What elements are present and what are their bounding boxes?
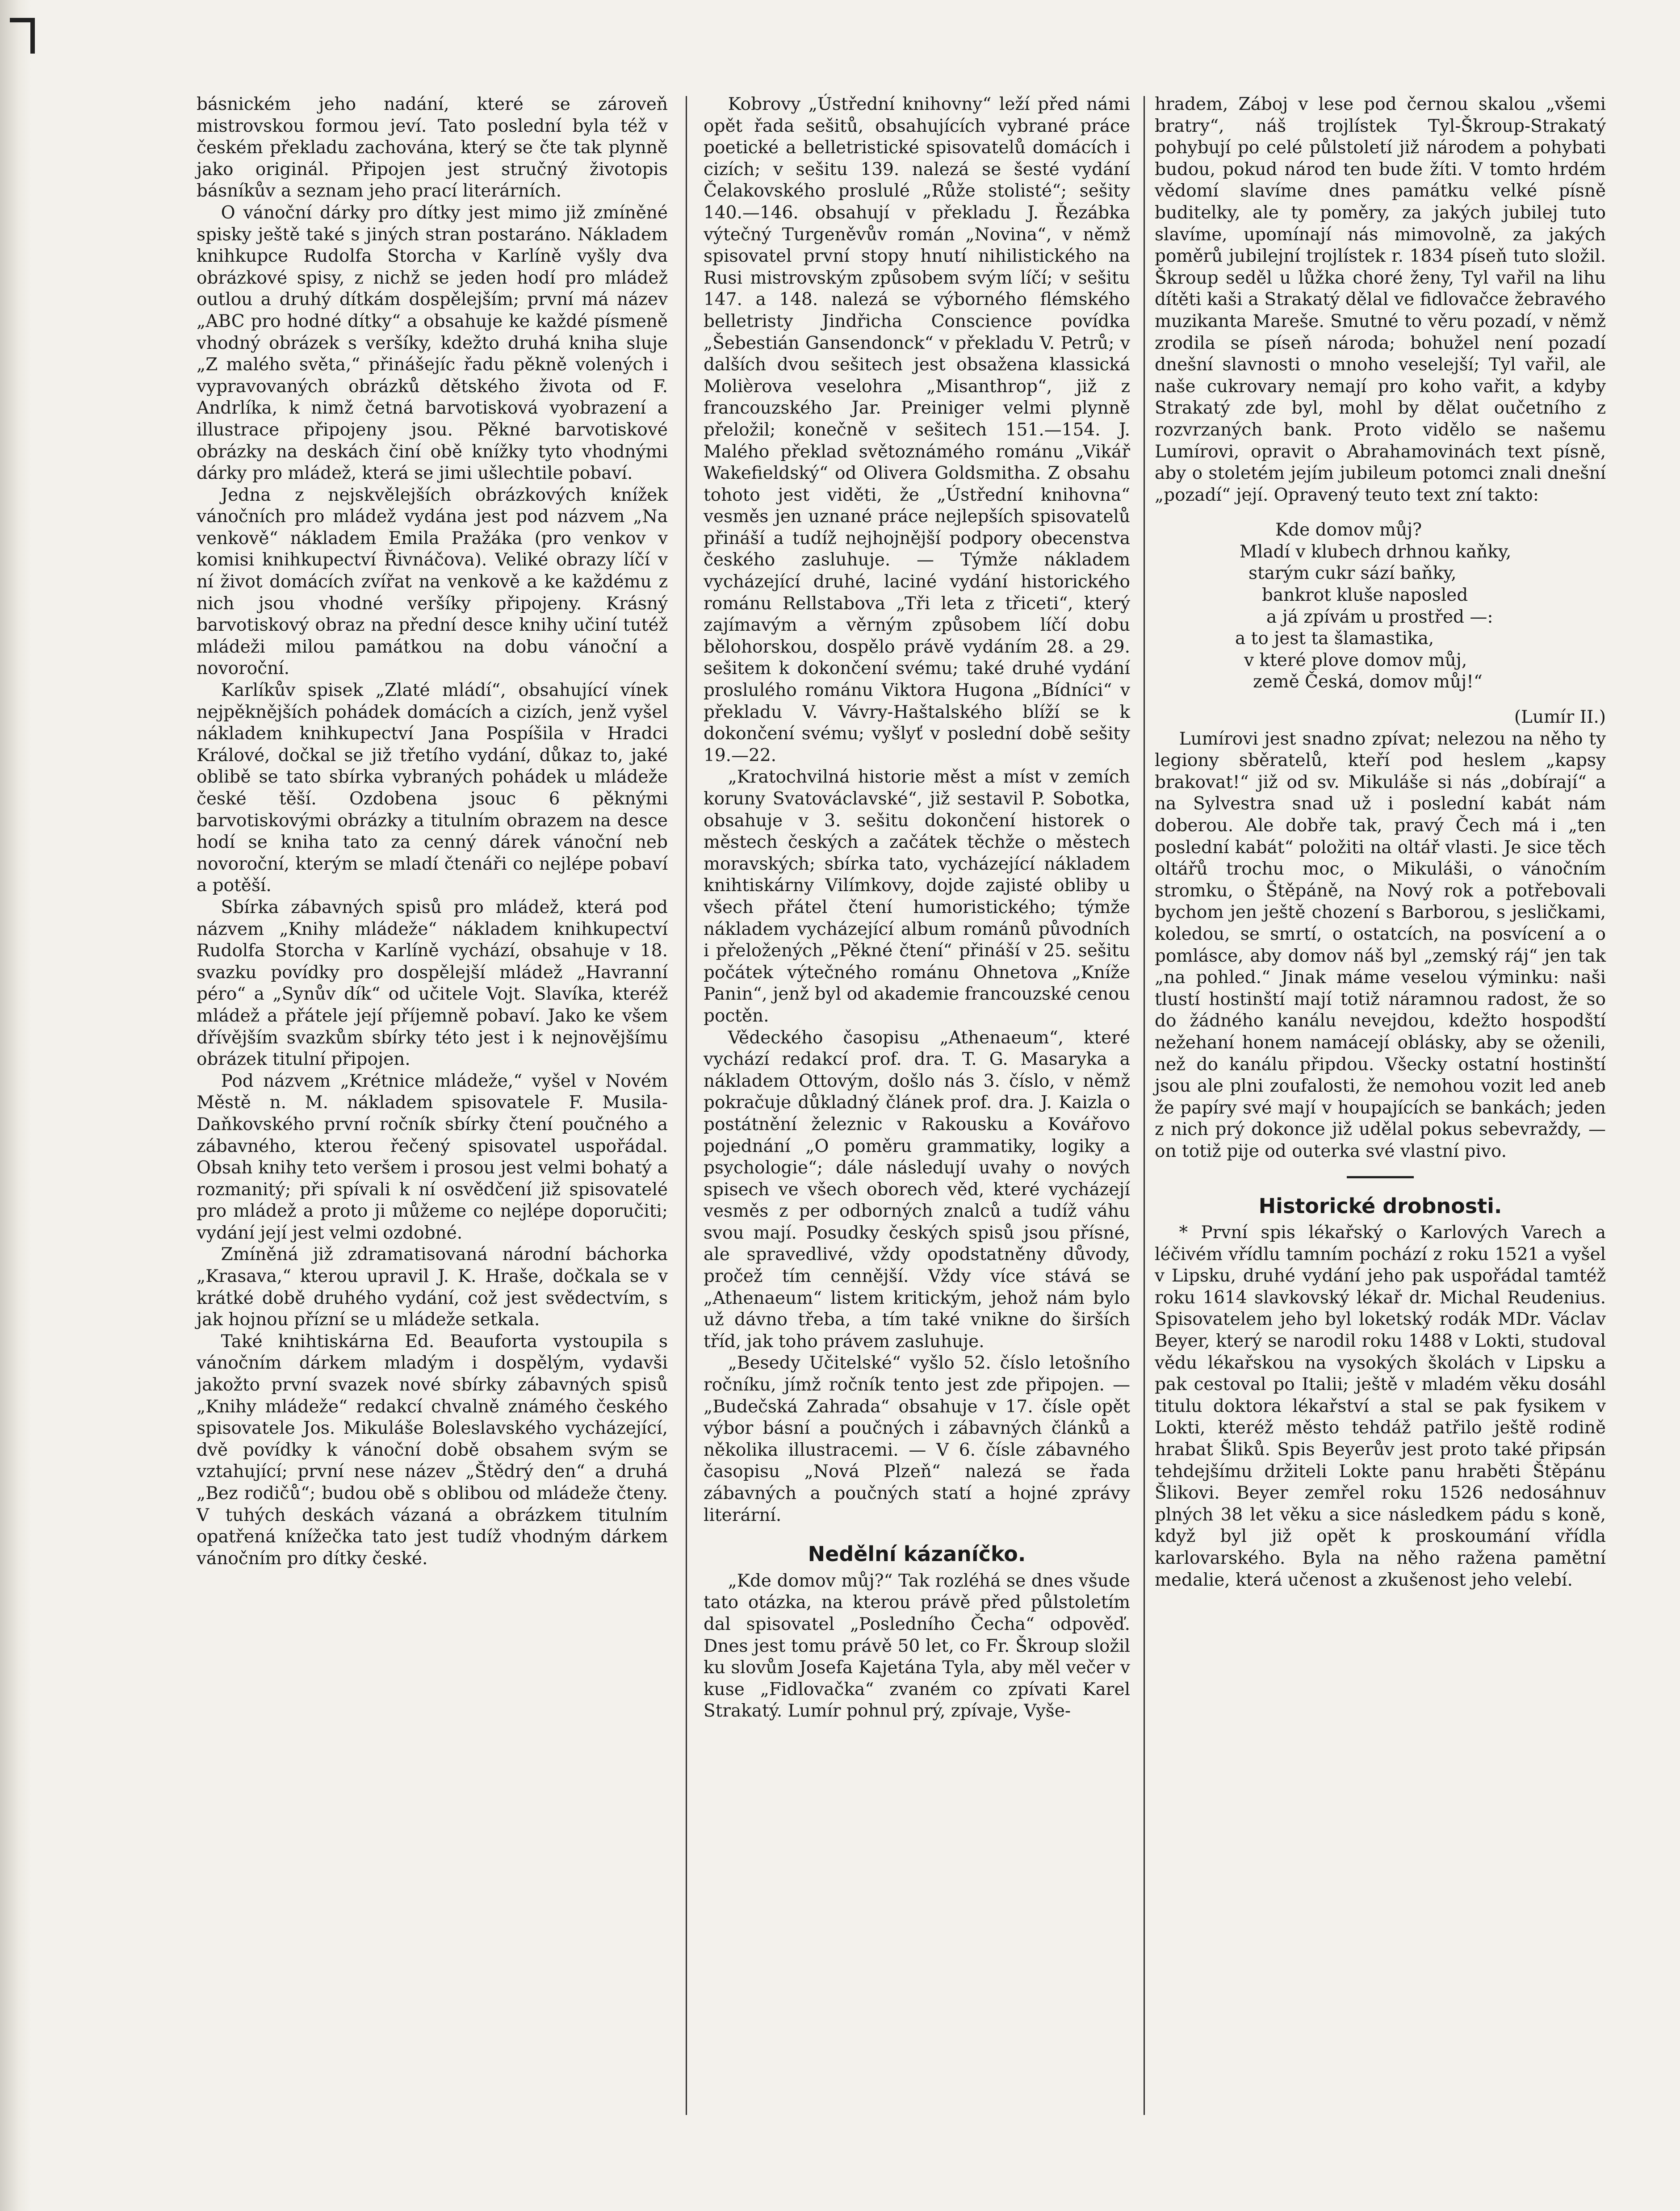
verse-line: starým cukr sází baňky, bbox=[1248, 563, 1457, 584]
paragraph: „Kde domov můj?“ Tak rozléhá se dnes všude tato otázka, na kterou právě před půlstoletím dal spisovatel „Posledního Čecha“ odpověď. Dnes jest tomu právě 50 let, co Fr. Škroup složil ku slovům Josefa Kajetána Tyla, aby měl večer v kuse „Fidlovačka“ zvaném co zpívati Karel Strakatý. Lumír pohnul prý, zpívaje, Vyše- bbox=[704, 1570, 1130, 1721]
paragraph: Také knihtiskárna Ed. Beauforta vystoupila s vánočním dárkem mladým i dospělým, vydavši jakožto první svazek nové sbírky zábavných spisů „Knihy mládeže“ redakcí chvalně známého českého spisovatele Jos. Mikuláše Boleslavského vycházející, dvě povídky k vánoční době obsahem svým se vztahující; první nese název „Štědrý den“ a druhá „Bez rodičů“; budou obě s oblibou od mládeže čteny. V tuhých deskách vázaná a obrázkem titulním opatřená knížečka tato jest tudíž vhodným dárkem vánočním pro dítky české. bbox=[197, 1331, 668, 1569]
corner-mark bbox=[10, 18, 35, 54]
verse-line: země Česká, domov můj!“ bbox=[1253, 672, 1483, 692]
paragraph: Vědeckého časopisu „Athenaeum“, které vychází redakcí prof. dra. T. G. Masaryka a nákladem Ottovým, došlo nás 3. číslo, v němž pokračuje důkladný článek prof. dra. J. Kaizla o postátnění železnic v Rakousku a Kovářovo pojednání „O poměru grammatiky, logiky a psychologie“; dále následují uvahy o nových spisech ve všech oborech věd, které vycházejí vesměs z per odborných znalců a tudíž váhu svou mají. Posudky českých spisů jsou přísné, ale spravedlivé, vždy opodstatněny důvody, pročež tím cennější. Vždy více stává se „Athenaeum“ listem kritickým, jehož nám bylo už dávno třeba, a tím také vnikne do širších tříd, jak toho právem zasluhuje. bbox=[704, 1027, 1130, 1352]
verse-line: Kde domov můj? bbox=[1275, 520, 1422, 540]
paragraph: „Kratochvilná historie měst a míst v zemích koruny Svatováclavské“, již sestavil P. Sobotka, obsahuje v 3. sešitu dokončení historek o městech českých a začátek těchže o městech moravských; sbírka tato, vycházející nákladem knihtiskárny Vilímkovy, dojde zajisté obliby u všech přátel čtení humoristického; týmže nákladem vycházející album románů původních i přeložených „Pěkné čtení“ přináší v 25. sešitu počátek výtečného románu Ohnetova „Kníže Panin“, jenž byl od akademie francouzské cenou poctěn. bbox=[704, 767, 1130, 1026]
section-heading: Nedělní kázaníčko. bbox=[808, 1542, 1026, 1566]
column-right bbox=[1155, 94, 1606, 1591]
verse-line: v které plove domov můj, bbox=[1244, 650, 1467, 670]
separator bbox=[1347, 1176, 1414, 1178]
paragraph: básnickém jeho nadání, které se zároveň mistrovskou formou jeví. Tato poslední byla též v českém překladu zachována, který se čte tak plynně jako originál. Připojen jest stručný životopis básníkův a seznam jeho prací literárních. bbox=[197, 94, 668, 201]
signature: (Lumír II.) bbox=[1514, 707, 1606, 728]
paragraph: Zmíněná již zdramatisovaná národní báchorka „Krasava,“ kterou upravil J. K. Hraše, dočkala se v krátké době druhého vydání, což jest svědectvím, s jak hojnou přízní se u mládeže setkala. bbox=[197, 1244, 668, 1330]
verse-line: Mladí v klubech drhnou kaňky, bbox=[1240, 541, 1512, 562]
verse bbox=[1155, 519, 1606, 693]
paragraph: Karlíkův spisek „Zlaté mládí“, obsahující vínek nejpěknějších pohádek domácích a cizích, jenž vyšel nákladem knihkupectví Jana Pospíšila v Hradci Králové, dočkal se již třetího vydání, důkaz to, jaké oblibě se tato sbírka vybraných pohádek u mládeže české těší. Ozdobena jsouc 6 pěknými barvotiskovými obrázky a titulním obrazem na desce hodí se kniha tato za cenný dárek vánoční neb novoroční, kterým se mladí čtenáři co nejlépe pobaví a potěší. bbox=[197, 680, 668, 896]
verse-line: bankrot kluše naposled bbox=[1262, 585, 1468, 606]
paragraph: O vánoční dárky pro dítky jest mimo již zmíněné spisky ještě také s jiných stran postaráno. Nákladem knihkupce Rudolfa Storcha v Karlíně vyšly dva obrázkové spisy, z nichž se jeden hodí pro mládež outlou a druhý dítkám dospělejším; první má název „ABC pro hodné dítky“ a obsahuje ke každé písmeně vhodný obrázek s veršíky, kdežto druhá kniha sluje „Z malého světa,“ přinášejíc řadu pěkně volených i vypravovaných obrázků dětského života od F. Andrlíka, k nimž četná barvotisková vyobrazení a illustrace připojeny jsou. Pěkné barvotiskové obrázky na deskách činí obě knížky tyto vhodnými dárky pro mládež, která se jimi ušlechtile pobaví. bbox=[197, 202, 668, 484]
paragraph: Jedna z nejskvělejších obrázkových knížek vánočních pro mládež vydána jest pod názvem „Na venkově“ nákladem Emila Pražáka (pro venkov v komisi knihkupectví Řivnáčova). Veliké obrazy líčí v ní život domácích zvířat na venkově a ke každému z nich jsou vhodné veršíky připojeny. Krásný barvotiskový obraz na přední desce knihy učiní tutéž mládeži milou památkou na dobu vánoční a novoroční. bbox=[197, 485, 668, 679]
page-binding-edge bbox=[0, 0, 31, 2211]
paragraph: Sbírka zábavných spisů pro mládež, která pod názvem „Knihy mládeže“ nákladem knihkupectví Rudolfa Storcha v Karlíně vychází, obsahuje v 18. svazku povídky pro dospělejší mládež „Havranní péro“ a „Synův dík“ od učitele Vojt. Slavíka, kteréž mládež a přátele její příjemně pobaví. Jako ke všem dřívějším svazkům sbírky této jest i k nejnovějšímu obrázek titulní připojen. bbox=[197, 897, 668, 1070]
paragraph: hradem, Záboj v lese pod černou skalou „všemi bratry“, náš trojlístek Tyl-Škroup-Strakatý pohybují po celé půlstoletí již národem a pohybati budou, pokud národ ten bude žíti. V tomto hrdém vědomí slavíme dnes památku velké písně buditelky, ale ty poměry, za jakých jubilej tuto slavíme, upomínají nás mimovolně, za jakých poměrů jubilejní trojlístek r. 1834 píseň tuto složil. Škroup seděl u lůžka choré ženy, Tyl vařil na lihu dítěti kaši a Strakatý dělal ve fidlovačce žebravého muzikanta Mareše. Smutné to věru pozadí, v němž zrodila se píseň národa; bohužel není pozadí dnešní slavnosti o mnoho veselejší; Tyl vařil, ale naše cukrovary nemají pro koho vařit, a kdyby Strakatý zde byl, mohl by dělat oučetního z rozvrzaných bank. Proto vidělo se našemu Lumírovi, opravit o Abrahamovinách text písně, aby o stoletém jejím jubileum potomci znali dnešní „pozadí“ její. Opravený teuto text zní takto: bbox=[1155, 94, 1606, 505]
paragraph: Lumírovi jest snadno zpívat; nelezou na něho ty legiony sběratelů, kteří pod heslem „kapsy brakovat!“ již od sv. Mikuláše si nás „dobírají“ a na Sylvestra snad už i poslední kabát nám doberou. Ale dobře tak, pravý Čech má i „ten poslední kabát“ položiti na oltář vlasti. Je sice těch oltářů trochu moc, o Mikuláši, o vánočním stromku, o Štěpáně, na Nový rok a potřebovali bychom jen ještě chození s Barborou, s jesličkami, koledou, se smrtí, o ostatcích, na posvícení a o pomlásce, aby domov náš byl „zemský ráj“ jen tak „na pohled.“ Jinak máme veselou výminku: naši tlustí hostinští mají totiž náramnou radost, že so do žádného kanálu nevejdou, kdežto hospodští nežehaní honem namácejí oblásky, aby se oženili, než do kanálu připdou. Všecky ostatní hostinští jsou ale plni zoufalosti, že nemohou vozit led aneb že papíry své mají v houpajících se bankách; jeden z nich prý dokonce již udělal pokus sebevraždy, — on totiž pije od outerka své vlastní pivo. bbox=[1155, 729, 1606, 1161]
paragraph: * První spis lékařský o Karlových Varech a léčivém vřídlu tamním pochází z roku 1521 a vyšel v Lipsku, druhé vydání jeho pak uspořádal tamtéž roku 1614 slavkovský lékař dr. Michal Reudenius. Spisovatelem jeho byl loketský rodák MDr. Václav Beyer, který se narodil roku 1488 v Lokti, studoval vědu lékařskou na vysokých školách v Lipsku a pak cestoval po Italii; ještě v mladém věku dosáhl titulu doktora lékařství a stal se pak fysikem v Lokti, kteréž město tehdáž patřilo ještě rodině hrabat Šliků. Spis Beyerův jest proto také připsán tehdejšímu držiteli Lokte panu hraběti Štěpánu Šlikovi. Beyer zemřel roku 1526 nedosáhnuv plných 38 let věku a sice následkem pádu s koně, když byl již opět k proskoumání vřídla karlovarského. Byla na něho ražena pamětní medalie, která učenost a zkušenost jeho velebí. bbox=[1155, 1223, 1606, 1590]
paragraph: „Besedy Učitelské“ vyšlo 52. číslo letošního ročníku, jímž ročník tento jest zde připojen. — „Budečská Zahrada“ obsahuje v 17. čísle opět výbor básní a poučných i zábavných článků a několika illustracemi. — V 6. čísle zábavného časopisu „Nová Plzeň“ nalezá se řada zábavných a poučných statí a hojné zprávy literární. bbox=[704, 1353, 1130, 1525]
paragraph: Pod názvem „Krétnice mládeže,“ vyšel v Novém Městě n. M. nákladem spisovatele F. Musila-Daňkovského první ročník sbírky čtení poučného a zábavného, kterou řečený spisovatel uspořádal. Obsah knihy teto veršem i prosou jest velmi bohatý a rozmanitý; při spívali k ní osvědčení již spisovatelé pro mládež a proto ji můžeme co nejlépe doporučiti; vydání její jest velmi ozdobné. bbox=[197, 1071, 668, 1243]
section-heading: Historické drobnosti. bbox=[1258, 1193, 1502, 1218]
column-rule bbox=[686, 96, 687, 2115]
column-left bbox=[197, 94, 668, 1570]
column-middle bbox=[704, 94, 1130, 1722]
verse-line: a já zpívám u prostřed —: bbox=[1266, 607, 1493, 627]
paragraph: Kobrovy „Ústřední knihovny“ leží před námi opět řada sešitů, obsahujících vybrané práce poetické a belletristické spisovatelů domácích i cizích; v sešitu 139. nalezá se šesté vydání Čelakovského proslulé „Růže stolisté“; sešity 140.—146. obsahují v překladu J. Řezábka výtečný Turgeněvův román „Novina“, v němž spisovatel první stopy hnutí nihilistického na Rusi mistrovským způsobem svým líčí; v sešitu 147. a 148. nalezá se výborného flémského belletristy Jindřicha Conscience povídka „Šebestián Gansendonck“ v překladu V. Petrů; v dalších dvou sešitech jest obsažena klassická Molièrova veselohra „Misanthrop“, již z francouzského Jar. Preiniger velmi plynně přeložil; konečně v sešitech 151.—154. J. Malého překlad světoznámého románu „Vikář Wakefieldský“ od Olivera Goldsmitha. Z obsahu tohoto jest viděti, že „Ústřední knihovna“ vesměs jen uznané práce nejlepších spisovatelů přináší a tudíž nejhojnější podpory obecenstva českého zasluhuje. — Týmže nákladem vycházející druhé, laciné vydání historického románu Rellstabova „Tři leta z třiceti“, který zajímavým a věrným způsobem líčí dobu bělohorskou, dospělo právě vydáním 28. a 29. sešitem k dokončení svému; také druhé vydání proslulého románu Viktora Hugona „Bídníci“ v překladu V. Vávry-Haštalského blíží se k dokončení svému; vyšlyť v poslední době sešity 19.—22. bbox=[704, 94, 1130, 766]
verse-line: a to jest ta šlamastika, bbox=[1235, 628, 1434, 649]
column-rule bbox=[1144, 96, 1145, 2115]
